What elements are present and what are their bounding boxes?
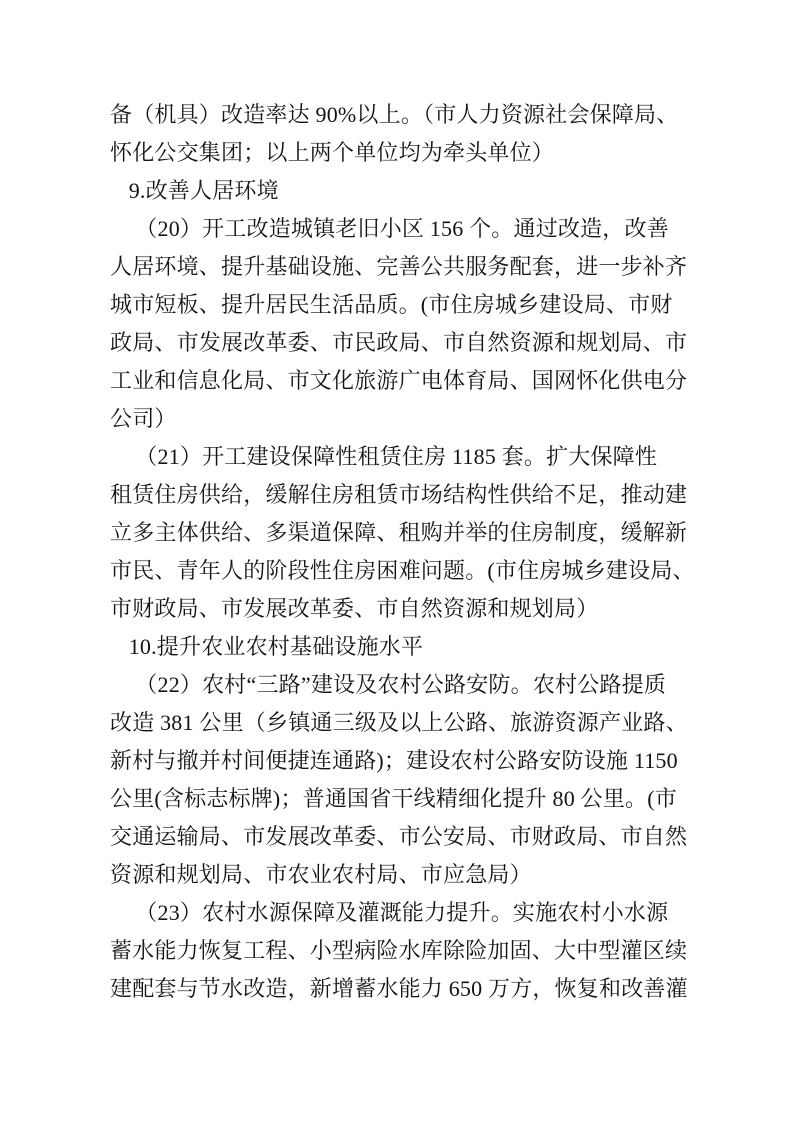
text-line: 改造 381 公里（乡镇通三级及以上公路、旅游资源产业路、 bbox=[110, 710, 688, 735]
text-line: 人居环境、提升基础设施、完善公共服务配套，进一步补齐 bbox=[110, 254, 688, 279]
text-line: （22）农村“三路”建设及农村公路安防。农村公路提质 bbox=[135, 672, 667, 697]
text-line: 市民、青年人的阶段性住房困难问题。(市住房城乡建设局、 bbox=[110, 558, 695, 583]
section-heading bbox=[110, 628, 688, 666]
text-line: （20）开工改造城镇老旧小区 156 个。通过改造，改善 bbox=[135, 216, 669, 241]
paragraph bbox=[110, 96, 688, 172]
heading-line: 10.提升农业农村基础设施水平 bbox=[128, 634, 424, 659]
text-line: 公司） bbox=[110, 406, 177, 431]
document-text-block bbox=[110, 96, 695, 1008]
text-line: 城市短板、提升居民生活品质。(市住房城乡建设局、市财 bbox=[110, 292, 673, 317]
text-line: （23）农村水源保障及灌溉能力提升。实施农村小水源 bbox=[135, 900, 669, 925]
text-line: 资源和规划局、市农业农村局、市应急局） bbox=[110, 862, 532, 887]
text-line: 立多主体供给、多渠道保障、租购并举的住房制度，缓解新 bbox=[110, 520, 688, 545]
text-line: 政局、市发展改革委、市民政局、市自然资源和规划局、市 bbox=[110, 330, 688, 355]
heading-line: 9.改善人居环境 bbox=[128, 178, 279, 203]
paragraph bbox=[110, 666, 688, 894]
paragraph bbox=[110, 894, 688, 1008]
text-line: 租赁住房供给，缓解住房租赁市场结构性供给不足，推动建 bbox=[110, 482, 688, 507]
text-line: 公里(含标志标牌)；普通国省干线精细化提升 80 公里。(市 bbox=[110, 786, 677, 811]
text-line: 建配套与节水改造，新增蓄水能力 650 万方，恢复和改善灌 bbox=[110, 976, 688, 1001]
section-heading bbox=[110, 172, 688, 210]
text-line: 怀化公交集团；以上两个单位均为牵头单位） bbox=[110, 140, 555, 165]
paragraph bbox=[110, 210, 688, 438]
text-line: 蓄水能力恢复工程、小型病险水库除险加固、大中型灌区续 bbox=[110, 938, 688, 963]
text-line: 备（机具）改造率达 90%以上。（市人力资源社会保障局、 bbox=[110, 102, 679, 127]
paragraph bbox=[110, 438, 695, 628]
text-line: 交通运输局、市发展改革委、市公安局、市财政局、市自然 bbox=[110, 824, 688, 849]
text-line: 工业和信息化局、市文化旅游广电体育局、国网怀化供电分 bbox=[110, 368, 688, 393]
text-line: 新村与撤并村间便捷连通路)；建设农村公路安防设施 1150 bbox=[110, 748, 678, 773]
text-line: （21）开工建设保障性租赁住房 1185 套。扩大保障性 bbox=[135, 444, 658, 469]
text-line: 市财政局、市发展改革委、市自然资源和规划局） bbox=[110, 596, 599, 621]
